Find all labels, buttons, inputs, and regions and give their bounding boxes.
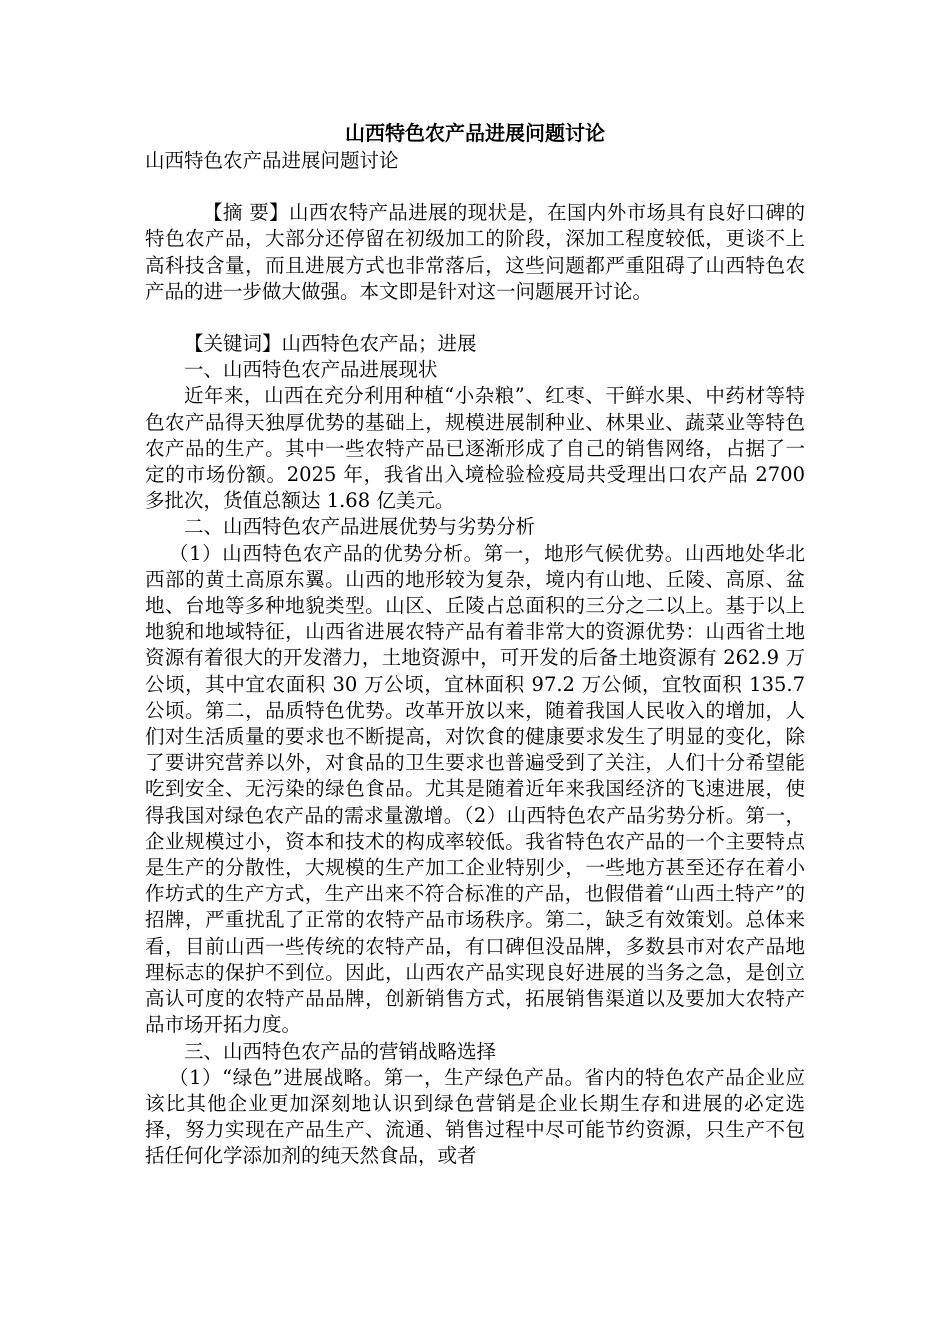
section-1-heading: 一、山西特色农产品进展现状 <box>184 358 438 382</box>
section-3-heading: 三、山西特色农产品的营销战略选择 <box>184 1039 497 1063</box>
section-2-body: （1）山西特色农产品的优势分析。第一，地形气候优势。山西地处华北西部的黄土高原东翼。山西的地形较为复杂，境内有山地、丘陵、高原、盆地、台地等多种地貌类型。山区、丘陵占总面积的三分之二以上。基于以上地貌和地域特征，山西省进展农特产品有着非常大的资源优势：山西省土地资源有着很大的开发潜力，土地资源中，可开发的后备土地资源有 262.9 万公顷，其中宜农面积 30 万公顷，宜林面积 97.2 万公倾，宜牧面积 135.7 公顷。第二，品质特色优势。改革开放以来，随着我国人民收入的增加，人们对生活质量的要求也不断提高，对饮食的健康要求发生了明显的变化，除了要讲究营养以外，对食品的卫生要求也普遍受到了关注，人们十分希望能吃到安全、无污染的绿色食品。尤其是随着近年来我国经济的飞速进展，使得我国对绿色农产品的需求量激增。（2）山西特色农产品劣势分析。第一，企业规模过小，资本和技术的构成率较低。我省特色农产品的一个主要特点是生产的分散性，大规模的生产加工企业特别少，一些地方甚至还存在着小作坊式的生产方式，生产出来不符合标准的产品，也假借着“山西土特产”的招牌，严重扰乱了正常的农特产品市场秩序。第二，缺乏有效策划。总体来看，目前山西一些传统的农特产品，有口碑但没品牌，多数县市对农产品地理标志的保护不到位。因此，山西农产品实现良好进展的当务之急，是创立高认可度的农特产品品牌，创新销售方式，拓展销售渠道以及要加大农特产品市场开拓力度。 <box>145 541 805 1037</box>
document-page <box>145 120 805 1170</box>
section-1-body: 近年来，山西在充分利用种植“小杂粮”、红枣、干鲜水果、中药材等特色农产品得天独厚优势的基础上，规模进展制种业、林果业、蔬菜业等特色农产品的生产。其中一些农特产品已逐渐形成了自己的销售网络，占据了一定的市场份额。2025 年，我省出入境检验检疫局共受理出口农产品 2700 多批次，货值总额达 1.68 亿美元。 <box>145 384 805 513</box>
abstract-paragraph: 【摘 要】山西农特产品进展的现状是，在国内外市场具有良好口碑的特色农产品，大部分还停留在初级加工的阶段，深加工程度较低，更谈不上高科技含量，而且进展方式也非常落后，这些问题都严重阻碍了山西特色农产品的进一步做大做强。本文即是针对这一问题展开讨论。 <box>145 201 805 303</box>
spacer <box>145 305 805 331</box>
keywords-line: 【关键词】山西特色农产品；进展 <box>184 332 477 356</box>
document-title: 山西特色农产品进展问题讨论 <box>345 121 605 145</box>
spacer <box>145 174 805 200</box>
section-2-heading: 二、山西特色农产品进展优势与劣势分析 <box>184 515 536 539</box>
section-3-body: （1）“绿色”进展战略。第一，生产绿色产品。省内的特色农产品企业应该比其他企业更加深刻地认识到绿色营销是企业长期生存和进展的必定选择，努力实现在产品生产、流通、销售过程中尽可能节约资源，只生产不包括任何化学添加剂的纯天然食品，或者 <box>145 1065 805 1168</box>
document-subtitle: 山西特色农产品进展问题讨论 <box>145 149 399 172</box>
